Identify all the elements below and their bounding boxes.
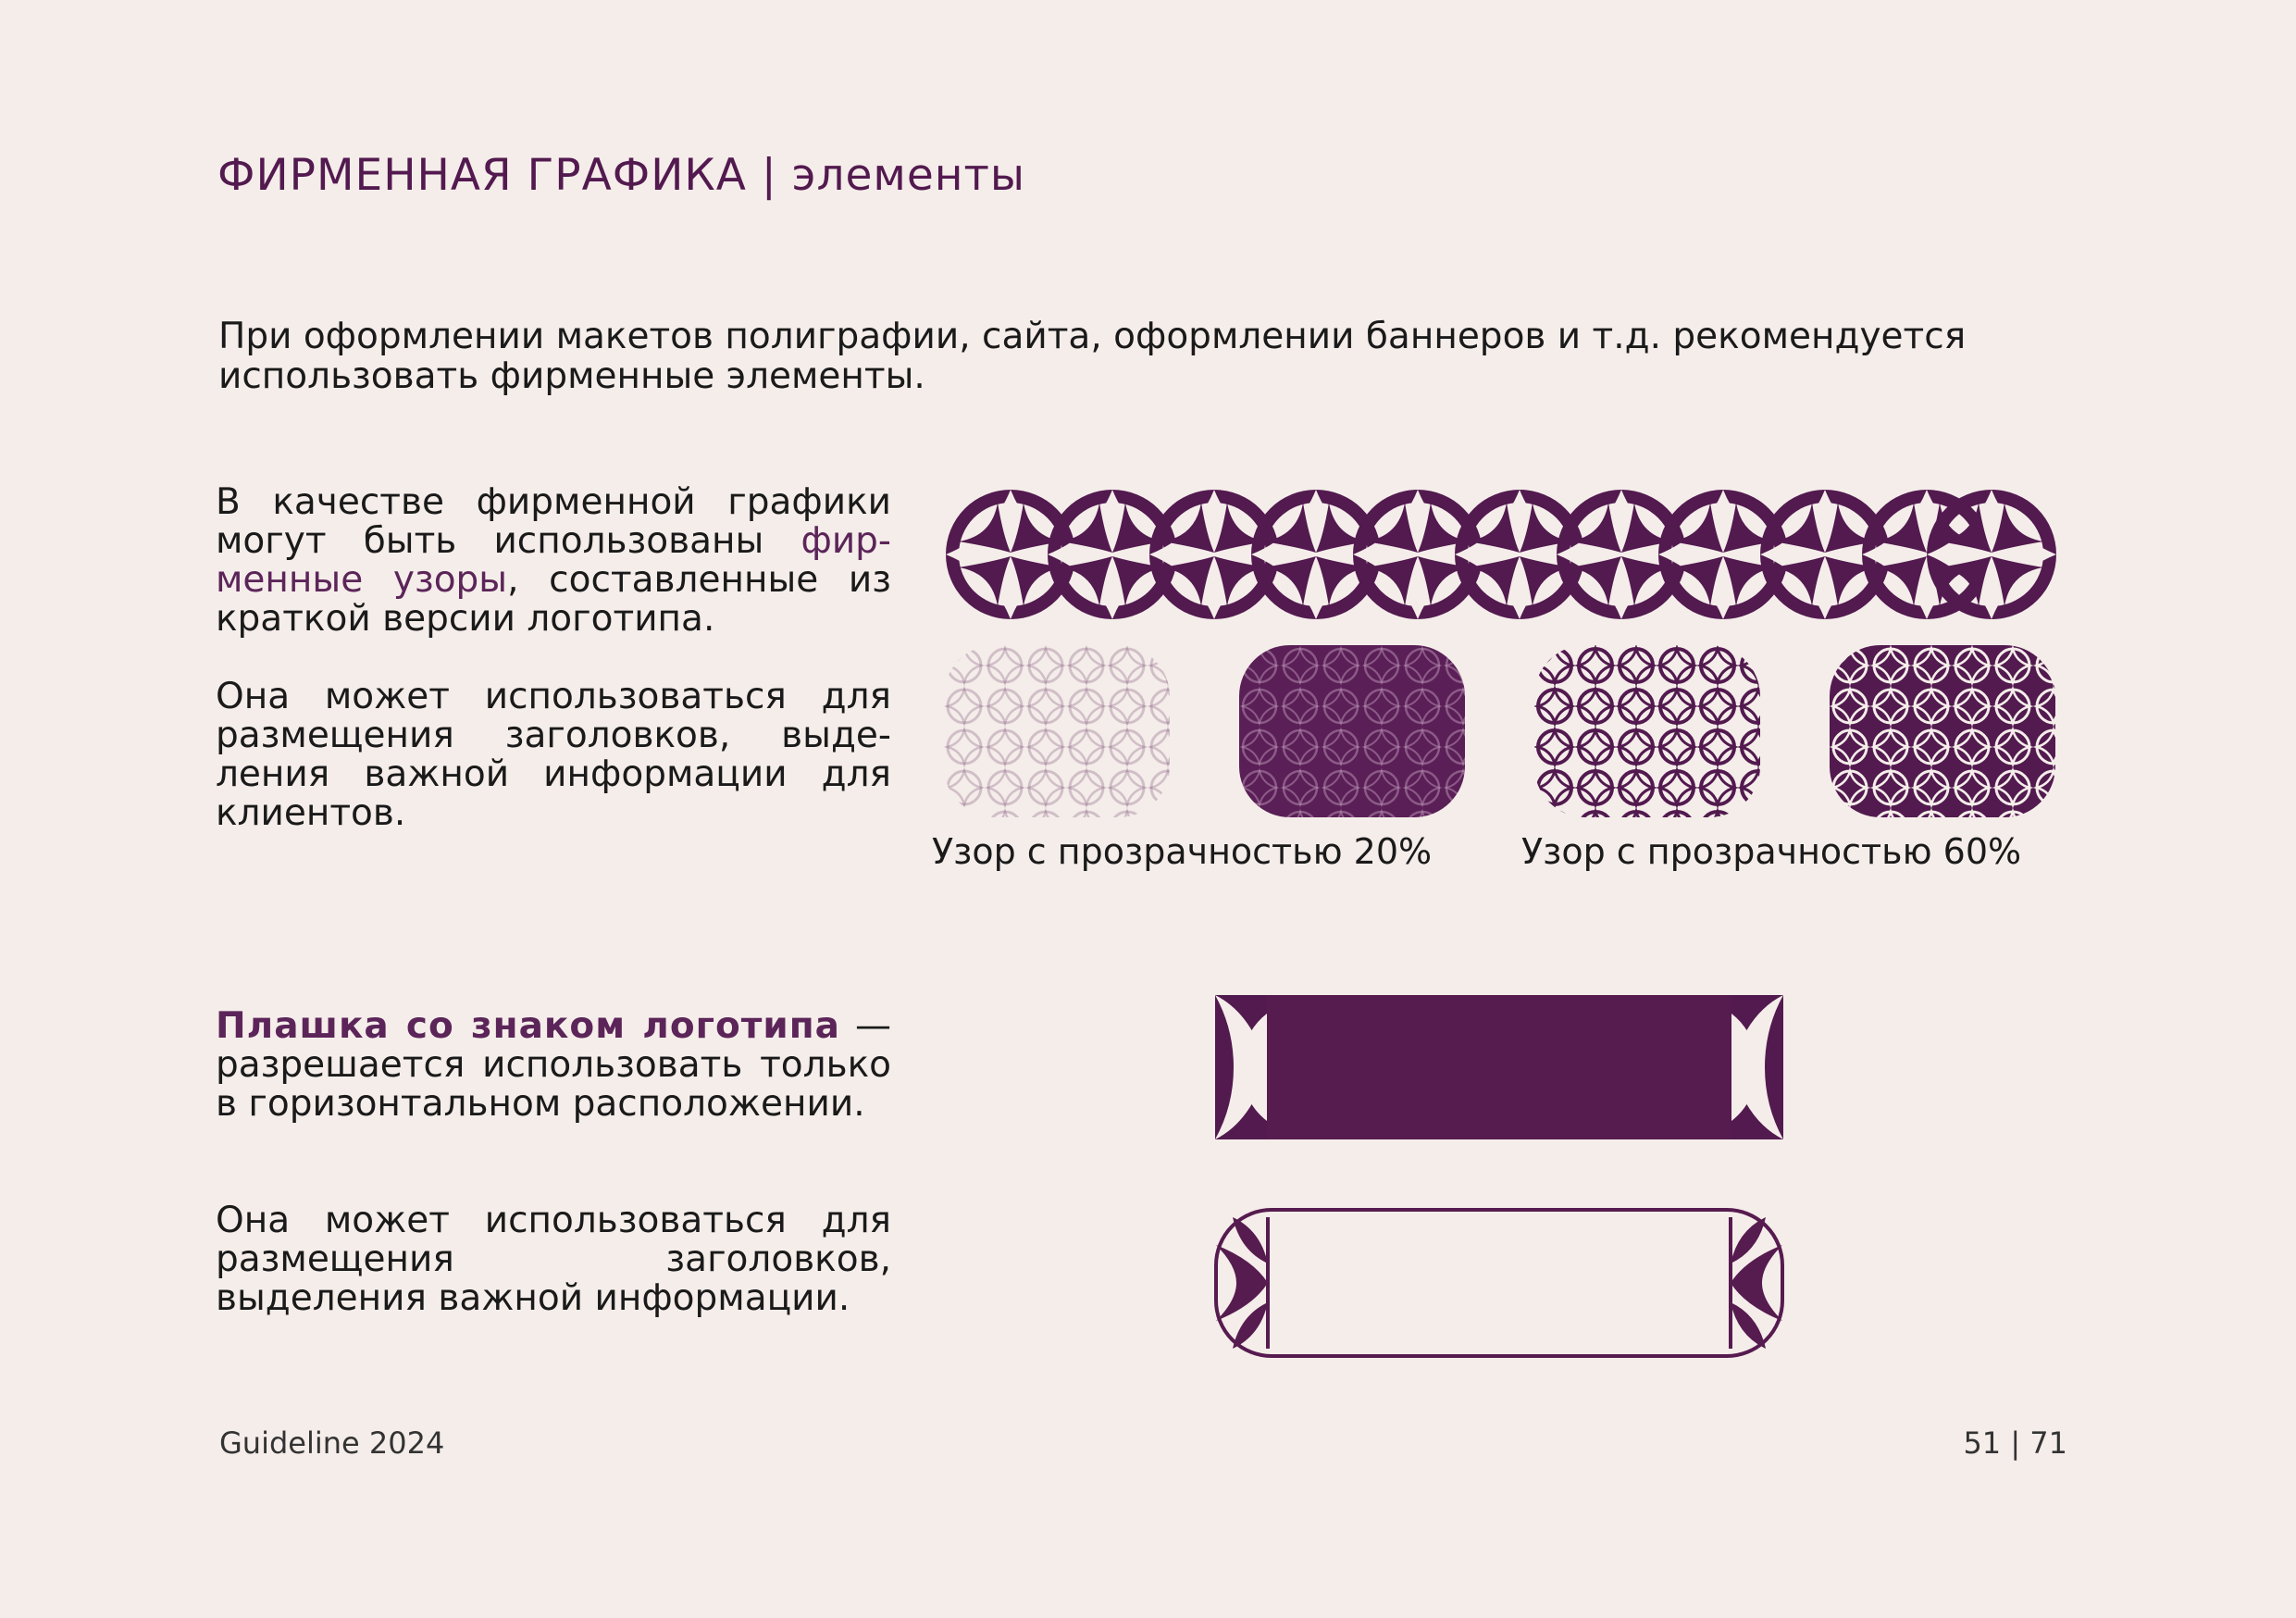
pattern-tile-20-dark [1239,645,1465,817]
patterns-text-a: В качестве фирменной графики могут быть использованы [216,481,891,562]
patterns-usage-paragraph: Она может использоваться для размещения заголовков, выделения важной информации для клиентов. [216,676,891,834]
pattern-strip [941,483,2057,626]
pattern-tile-60-light [1534,645,1760,817]
patterns-paragraph [216,483,891,639]
footer-title: Guideline 2024 [219,1425,445,1461]
caption-opacity-20: Узор с прозрачностью 20% [932,831,1433,872]
intro-text: При оформлении макетов полиграфии, сайта, оформлении баннеров и т.д. рекомендуется использовать фирменные элементы. [218,316,1967,397]
pattern-tile-60-dark [1830,645,2055,817]
plate-text: — разрешается использовать только в горизонтальном расположении. [216,1005,891,1125]
patterns-highlight: фирменные узоры [216,520,891,601]
plate-usage-paragraph: Она может использоваться для размещения заголовков, выделения важной информации. [216,1200,891,1319]
plate-outline [1214,1208,1784,1358]
plate-paragraph [216,1007,891,1124]
pattern-tile-20-light [944,645,1170,817]
page-title: ФИРМЕННАЯ ГРАФИКА | элементы [217,150,1025,201]
page-number: 51 | 71 [1963,1425,2067,1461]
caption-opacity-60: Узор с прозрачностью 60% [1521,831,2022,872]
patterns-text-b: , составленные из краткой версии логотипа. [216,559,891,640]
plate-highlight: Плашка со знаком логотипа [216,1005,840,1047]
plate-filled [1214,994,1784,1140]
